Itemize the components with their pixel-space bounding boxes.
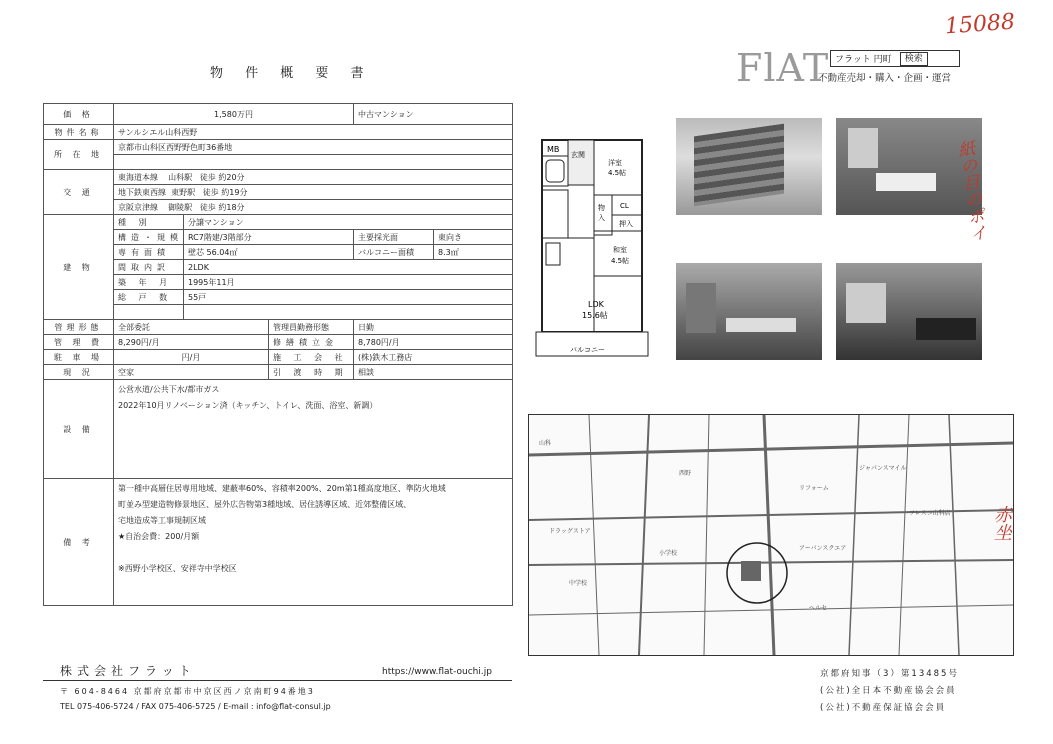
map-label: ジャパンスマイル xyxy=(859,465,907,472)
building-value: 8.3㎡ xyxy=(434,245,513,260)
building-sub-label: 間取内訳 xyxy=(114,260,184,275)
location-value: 京都市山科区西野野色町36番地 xyxy=(114,140,513,155)
tagline: 不動産売却・購入・企画・運営 xyxy=(818,73,952,84)
room-closet: CL xyxy=(620,202,629,210)
property-type: 中古マンション xyxy=(354,104,513,125)
footer-contact: TEL 075-406-5724 / FAX 075-406-5725 / E-mail : info@flat-consul.jp xyxy=(60,702,331,711)
license-line: 京都府知事（3）第13485号 xyxy=(820,669,959,679)
mgmt-form-label: 管理形態 xyxy=(44,320,114,335)
parking-value: 円/月 xyxy=(114,350,269,365)
map-label: 小学校 xyxy=(659,550,678,557)
building-sub-label: 築 年 月 xyxy=(114,275,184,290)
repair-label: 修繕積立金 xyxy=(269,335,354,350)
photo-living xyxy=(676,263,822,360)
parking-label: 駐 車 場 xyxy=(44,350,114,365)
search-text: フラット 円町 xyxy=(835,55,892,65)
building-sub-label: 種 別 xyxy=(114,215,184,230)
map-label: ドラッグストア xyxy=(549,528,591,535)
map-label: フレスコ山科店 xyxy=(909,510,951,517)
svg-text:4.5帖: 4.5帖 xyxy=(611,257,630,265)
note-line: 宅地造成等工事規制区域 xyxy=(118,516,206,525)
map-label: 西野 xyxy=(679,470,692,477)
room-western: 洋室 xyxy=(608,159,622,167)
status-label: 現 況 xyxy=(44,365,114,380)
handover-value: 相談 xyxy=(354,365,513,380)
mgmt-staff-value: 日勤 xyxy=(354,320,513,335)
building-value: 1995年11月 xyxy=(184,275,513,290)
price-value: 1,580万円 xyxy=(114,104,354,125)
svg-text:入: 入 xyxy=(598,214,605,222)
map-label: 山科 xyxy=(539,440,552,447)
document-title: 物 件 概 要 書 xyxy=(210,66,373,81)
map-label: リフォーム xyxy=(799,485,829,492)
building-blank xyxy=(114,305,184,320)
note-line: 町並み型建造物修景地区、屋外広告物第3種地域、居住誘導区域、近郊整備区域、 xyxy=(118,500,412,509)
equip-label: 設 備 xyxy=(44,380,114,479)
price-label: 価 格 xyxy=(44,104,114,125)
building-value: 2LDK xyxy=(184,260,513,275)
map-label: アーバンスクエア xyxy=(799,545,847,552)
location-blank xyxy=(114,155,513,170)
note-line: 第一種中高層住居専用地域、建蔽率60%、容積率200%、20m第1種高度地区、準防火地域 xyxy=(118,484,446,493)
building-sub-label: 構造・規模 xyxy=(114,230,184,245)
equip-line: 2022年10月リノベーション済（キッチン、トイレ、洗面、浴室、新調） xyxy=(118,401,378,410)
map-label: 中学校 xyxy=(569,580,588,587)
mgmt-fee-label: 管 理 費 xyxy=(44,335,114,350)
svg-text:15.6帖: 15.6帖 xyxy=(582,311,608,320)
equip-line: 公営水道/公共下水/都市ガス xyxy=(118,385,220,394)
room-balcony: バルコニー xyxy=(570,346,605,354)
building-value: 分譲マンション xyxy=(184,215,513,230)
location-label: 所 在 地 xyxy=(44,140,114,170)
building-sub-label: 主要採光面 xyxy=(354,230,434,245)
location-map xyxy=(528,414,1014,656)
room-japanese: 和室 xyxy=(613,246,627,254)
builder-value: (株)鉄木工務店 xyxy=(354,350,513,365)
room-storage: 物 xyxy=(598,204,605,212)
license-line: (公社)不動産保証協会会員 xyxy=(820,703,947,713)
building-sub-label: 専有面積 xyxy=(114,245,184,260)
footer-url[interactable]: https://www.flat-ouchi.jp xyxy=(382,667,492,677)
transport-row: 京阪京津線 御陵駅 徒歩 約18分 xyxy=(114,200,513,215)
notes-cell xyxy=(114,479,513,606)
equip-cell xyxy=(114,380,513,479)
mgmt-fee-value: 8,290円/月 xyxy=(114,335,269,350)
license-line: (公社)全日本不動産協会会員 xyxy=(820,686,957,696)
building-sub-label: バルコニー面積 xyxy=(354,245,434,260)
mgmt-form-value: 全部委託 xyxy=(114,320,269,335)
footer-company: 株式会社フラット xyxy=(60,664,196,678)
footer-divider xyxy=(43,680,512,681)
room-mb: MB xyxy=(547,145,560,154)
map-roads xyxy=(529,415,1013,655)
status-value: 空家 xyxy=(114,365,269,380)
floor-plan xyxy=(528,135,656,360)
building-value: 55戸 xyxy=(184,290,513,305)
handwritten-number: 15088 xyxy=(944,9,1016,40)
spec-table xyxy=(43,103,513,606)
building-value: RC7階建/3階部分 xyxy=(184,230,354,245)
search-box[interactable] xyxy=(830,50,960,67)
handover-label: 引 渡 時 期 xyxy=(269,365,354,380)
room-entrance: 玄関 xyxy=(571,151,585,159)
transport-row: 地下鉄東西線 東野駅 徒歩 約19分 xyxy=(114,185,513,200)
building-sub-label: 総 戸 数 xyxy=(114,290,184,305)
building-label: 建 物 xyxy=(44,215,114,320)
photo-lounge xyxy=(836,263,982,360)
building-value: 東向き xyxy=(434,230,513,245)
mgmt-staff-label: 管理員勤務形態 xyxy=(269,320,354,335)
notes-label: 備 考 xyxy=(44,479,114,606)
handwritten-note-1: 紙の目のポイ xyxy=(953,139,988,243)
search-button[interactable]: 検索 xyxy=(900,52,928,66)
room-oshiire: 押入 xyxy=(619,220,633,228)
builder-label: 施 工 会 社 xyxy=(269,350,354,365)
note-line xyxy=(118,545,508,561)
handwritten-note-2: 赤坐 xyxy=(991,505,1012,541)
note-line: ※西野小学校区、安祥寺中学校区 xyxy=(118,564,237,573)
photo-exterior xyxy=(676,118,822,215)
name-label: 物件名称 xyxy=(44,125,114,140)
building-value: 壁芯 56.04㎡ xyxy=(184,245,354,260)
transport-label: 交 通 xyxy=(44,170,114,215)
property-name: サンルシエル山科西野 xyxy=(114,125,513,140)
building-blank xyxy=(184,305,513,320)
transport-row: 東海道本線 山科駅 徒歩 約20分 xyxy=(114,170,513,185)
footer-address: 〒 604-8464 京都府京都市中京区西ノ京南町94番地3 xyxy=(60,687,315,696)
room-ldk: LDK xyxy=(588,300,604,309)
company-logo: FlAT xyxy=(736,46,830,90)
map-label: ヘルセ xyxy=(809,605,828,612)
svg-text:4.5帖: 4.5帖 xyxy=(608,169,627,177)
repair-value: 8,780円/月 xyxy=(354,335,513,350)
note-line: ★自治会費：200/月額 xyxy=(118,532,200,541)
